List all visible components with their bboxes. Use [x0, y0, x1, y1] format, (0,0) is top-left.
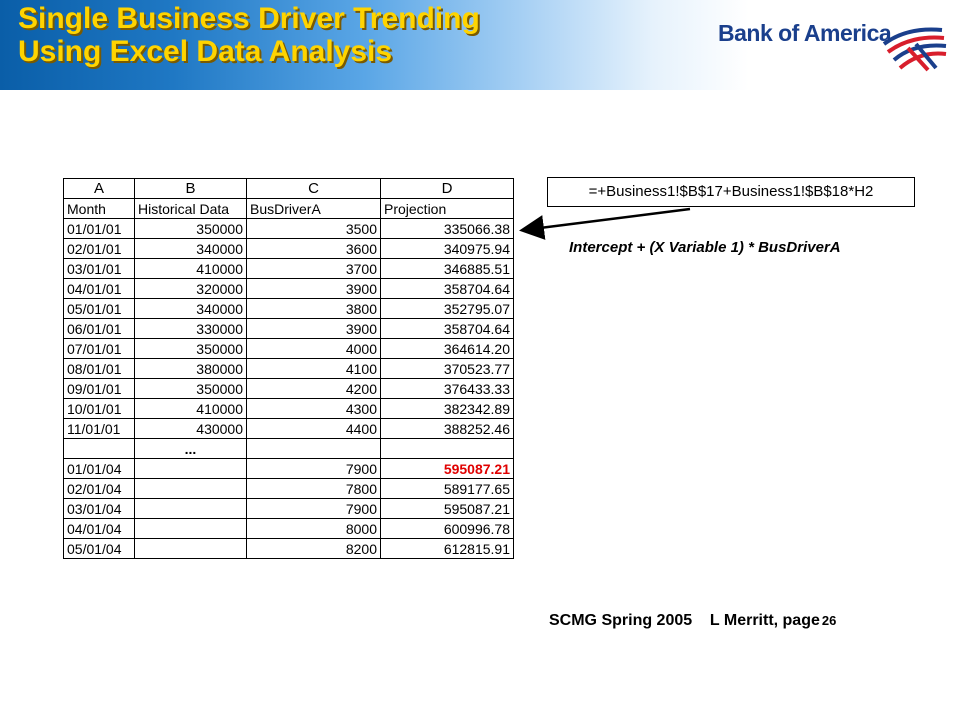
table-row	[64, 299, 514, 319]
table-row	[64, 219, 514, 239]
table-row	[64, 499, 514, 519]
cell-d: 595087.21	[381, 499, 514, 519]
table-row	[64, 479, 514, 499]
cell-c: 4000	[247, 339, 381, 359]
cell-a: 08/01/01	[64, 359, 135, 379]
cell-c: 3700	[247, 259, 381, 279]
ellipsis-cell	[64, 439, 135, 459]
header-row	[64, 199, 514, 219]
cell-a: 04/01/01	[64, 279, 135, 299]
cell-a: 09/01/01	[64, 379, 135, 399]
cell-b: 380000	[135, 359, 247, 379]
column-letter-c: C	[247, 179, 381, 199]
cell-d: 612815.91	[381, 539, 514, 559]
cell-b: 320000	[135, 279, 247, 299]
cell-b: 350000	[135, 219, 247, 239]
cell-d: 340975.94	[381, 239, 514, 259]
cell-c: 7900	[247, 459, 381, 479]
ellipsis-row	[64, 439, 514, 459]
cell-d: 595087.21	[381, 459, 514, 479]
table-row	[64, 239, 514, 259]
cell-a: 10/01/01	[64, 399, 135, 419]
page-number: 26	[821, 613, 837, 628]
formula-explanation: Intercept + (X Variable 1) * BusDriverA	[569, 239, 841, 256]
cell-c: 4400	[247, 419, 381, 439]
cell-b: 410000	[135, 259, 247, 279]
table-row	[64, 279, 514, 299]
cell-b	[135, 519, 247, 539]
header-cell-b: Historical Data	[135, 199, 247, 219]
cell-b: 350000	[135, 339, 247, 359]
cell-a: 04/01/04	[64, 519, 135, 539]
ellipsis-cell: ...	[135, 439, 247, 459]
cell-d: 358704.64	[381, 279, 514, 299]
cell-b: 410000	[135, 399, 247, 419]
table-row	[64, 539, 514, 559]
table-row	[64, 359, 514, 379]
table-row	[64, 379, 514, 399]
ellipsis-cell	[381, 439, 514, 459]
cell-d: 352795.07	[381, 299, 514, 319]
cell-b	[135, 479, 247, 499]
cell-a: 03/01/01	[64, 259, 135, 279]
cell-a: 07/01/01	[64, 339, 135, 359]
table-row	[64, 419, 514, 439]
title-line-1: Single Business Driver Trending	[18, 2, 480, 35]
flag-icon	[878, 24, 948, 72]
cell-c: 7900	[247, 499, 381, 519]
column-letter-row	[64, 179, 514, 199]
cell-d: 346885.51	[381, 259, 514, 279]
cell-b: 330000	[135, 319, 247, 339]
cell-c: 3600	[247, 239, 381, 259]
cell-c: 4200	[247, 379, 381, 399]
cell-c: 3800	[247, 299, 381, 319]
header-cell-c: BusDriverA	[247, 199, 381, 219]
cell-d: 364614.20	[381, 339, 514, 359]
cell-c: 7800	[247, 479, 381, 499]
logo-text: Bank of America	[718, 20, 892, 46]
cell-a: 03/01/04	[64, 499, 135, 519]
cell-c: 4300	[247, 399, 381, 419]
table-row	[64, 399, 514, 419]
cell-b	[135, 459, 247, 479]
cell-a: 05/01/01	[64, 299, 135, 319]
footer-text: SCMG Spring 2005 L Merritt, page	[549, 612, 820, 629]
cell-d: 382342.89	[381, 399, 514, 419]
cell-a: 11/01/01	[64, 419, 135, 439]
table-row	[64, 319, 514, 339]
cell-b: 350000	[135, 379, 247, 399]
cell-d: 388252.46	[381, 419, 514, 439]
table-row	[64, 339, 514, 359]
cell-d: 600996.78	[381, 519, 514, 539]
cell-a: 01/01/04	[64, 459, 135, 479]
cell-b	[135, 499, 247, 519]
column-letter-b: B	[135, 179, 247, 199]
table-row	[64, 459, 514, 479]
bank-logo	[718, 16, 948, 76]
cell-d: 376433.33	[381, 379, 514, 399]
cell-a: 06/01/01	[64, 319, 135, 339]
cell-a: 01/01/01	[64, 219, 135, 239]
cell-c: 8000	[247, 519, 381, 539]
cell-c: 8200	[247, 539, 381, 559]
column-letter-a: A	[64, 179, 135, 199]
ellipsis-cell	[247, 439, 381, 459]
formula-box: =+Business1!$B$17+Business1!$B$18*H2	[547, 177, 915, 207]
table-row	[64, 259, 514, 279]
slide-title	[18, 2, 480, 68]
title-line-2: Using Excel Data Analysis	[18, 35, 393, 68]
header-cell-d: Projection	[381, 199, 514, 219]
cell-d: 370523.77	[381, 359, 514, 379]
cell-a: 02/01/01	[64, 239, 135, 259]
cell-c: 3500	[247, 219, 381, 239]
header-cell-a: Month	[64, 199, 135, 219]
table-row	[64, 519, 514, 539]
cell-c: 3900	[247, 319, 381, 339]
cell-b: 340000	[135, 299, 247, 319]
cell-c: 3900	[247, 279, 381, 299]
cell-a: 05/01/04	[64, 539, 135, 559]
cell-b: 430000	[135, 419, 247, 439]
cell-b: 340000	[135, 239, 247, 259]
cell-d: 589177.65	[381, 479, 514, 499]
column-letter-d: D	[381, 179, 514, 199]
cell-d: 335066.38	[381, 219, 514, 239]
cell-c: 4100	[247, 359, 381, 379]
cell-a: 02/01/04	[64, 479, 135, 499]
slide-footer	[549, 612, 836, 630]
cell-b	[135, 539, 247, 559]
cell-d: 358704.64	[381, 319, 514, 339]
spreadsheet-table	[63, 178, 514, 559]
